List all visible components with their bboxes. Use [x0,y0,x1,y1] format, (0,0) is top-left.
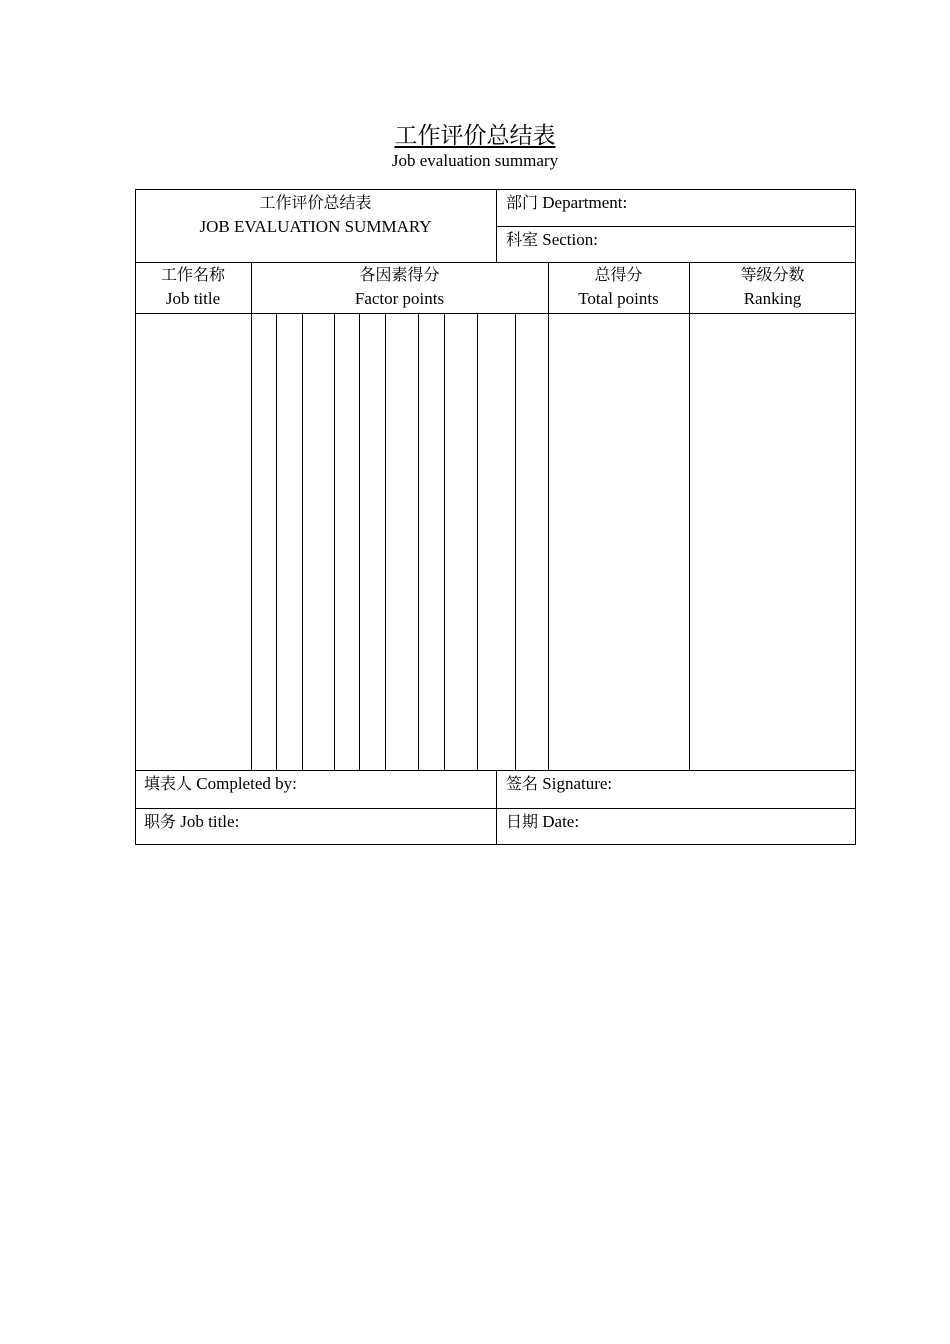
total-points-entry-area[interactable] [549,314,689,770]
department-section-divider [496,226,856,227]
header-middle-divider [496,189,497,263]
page-subtitle: Job evaluation summary [391,151,559,170]
signature-field[interactable]: 签名 Signature: [506,774,613,793]
column-header-total-points: 总得分 Total points [578,265,659,308]
section-label-cn: 科室 [506,230,539,249]
form-title-en: JOB EVALUATION SUMMARY [199,217,432,236]
section-field[interactable] [506,228,598,252]
footer-middle-divider [496,770,497,845]
department-field[interactable] [506,191,627,215]
ranking-entry-area[interactable] [690,314,855,770]
form-title-cell [135,191,496,239]
date-field[interactable]: 日期 Date: [506,812,580,831]
section-label-en: Section: [542,230,598,249]
column-header-factor-points: 各因素得分 Factor points [354,265,445,308]
page-title: 工作评价总结表 [394,123,556,149]
completed-by-field[interactable]: 填表人 Completed by: [144,774,297,793]
job-title-entry-area[interactable] [136,314,251,770]
job-evaluation-form [135,189,856,845]
department-label-cn: 部门 [506,193,539,212]
job-title-field[interactable]: 职务 Job title: [144,812,240,831]
column-header-job-title: 工作名称 Job title [160,265,225,308]
column-header-ranking: 等级分数 Ranking [740,265,805,308]
factor-points-entry-area[interactable] [252,314,548,770]
form-title-cn: 工作评价总结表 [259,193,372,212]
department-label-en: Department: [542,193,628,212]
